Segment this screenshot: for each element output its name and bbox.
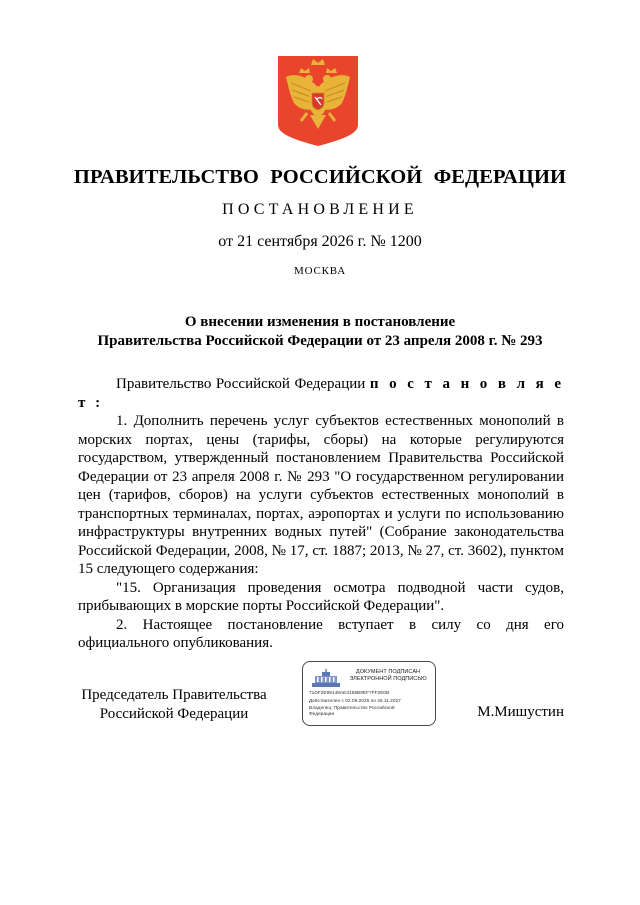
- signatory-name: М.Мишустин: [477, 704, 564, 720]
- government-building-icon: [311, 669, 341, 688]
- item-1-paragraph: 1. Дополнить перечень услуг субъектов естественных монополий в морских портах, цены (тарифы, сборы) на которые регулируются государством, утвержденный постановлением Правительства Российской Федерации от 23 апреля 2008 г. № 293 "О государственном регулировании цен (тарифов, сборов) на услуги субъектов естественных монополий в транспортных терминалах, портах, аэропортах и услуги по использованию инфраструктуры внутренних водных путей" (Собрание законодательства Российской Федерации, 2008, № 17, ст. 1887; 2013, № 27, ст. 3602), пунктом 15 следующего содержания:: [78, 413, 564, 577]
- government-name: ПРАВИТЕЛЬСТВО РОССИЙСКОЙ ФЕДЕРАЦИИ: [73, 166, 567, 188]
- title-line-2: Правительства Российской Федерации от 23 апреля 2008 г. № 293: [97, 332, 543, 349]
- intro-paragraph: [78, 375, 564, 412]
- document-type: ПОСТАНОВЛЕНИЕ: [222, 201, 418, 218]
- intro-text: Правительство Российской Федерации: [116, 376, 370, 392]
- document-title: [0, 313, 640, 350]
- stamp-owner: Владелец: Правительство Российской Федерации: [309, 706, 395, 717]
- stamp-heading-line-2: ЭЛЕКТРОННОЙ ПОДПИСЬЮ: [349, 676, 427, 682]
- position-line-1: Председатель Правительства: [81, 687, 267, 703]
- title-line-1: О внесении изменения в постановление: [184, 314, 456, 330]
- stamp-validity: Действителен с 02.09.2026 по 26.11.2027: [309, 699, 401, 704]
- item-1-quote: "15. Организация проведения осмотра подводной части судов, прибывающих в морские порты Российской Федерации".: [78, 579, 564, 614]
- electronic-signature-stamp: [302, 661, 436, 726]
- document-city: МОСКВА: [294, 265, 346, 277]
- stamp-heading-line-1: ДОКУМЕНТ ПОДПИСАН: [355, 669, 421, 675]
- stamp-heading: [343, 669, 433, 683]
- position-line-2: Российской Федерации: [99, 705, 249, 722]
- coat-of-arms-emblem: [277, 55, 359, 147]
- item-2-paragraph: 2. Настоящее постановление вступает в силу со дня его официального опубликования.: [78, 616, 564, 651]
- document-date-number: от 21 сентября 2026 г. № 1200: [218, 233, 422, 250]
- signatory-position: [78, 686, 270, 723]
- stamp-certificate: 71DF2E99148AE3159B8EF7FF2E0B: [309, 691, 390, 696]
- intro-emphasis: п о с т а н о в л я е т :: [78, 376, 564, 411]
- document-body: [78, 375, 564, 653]
